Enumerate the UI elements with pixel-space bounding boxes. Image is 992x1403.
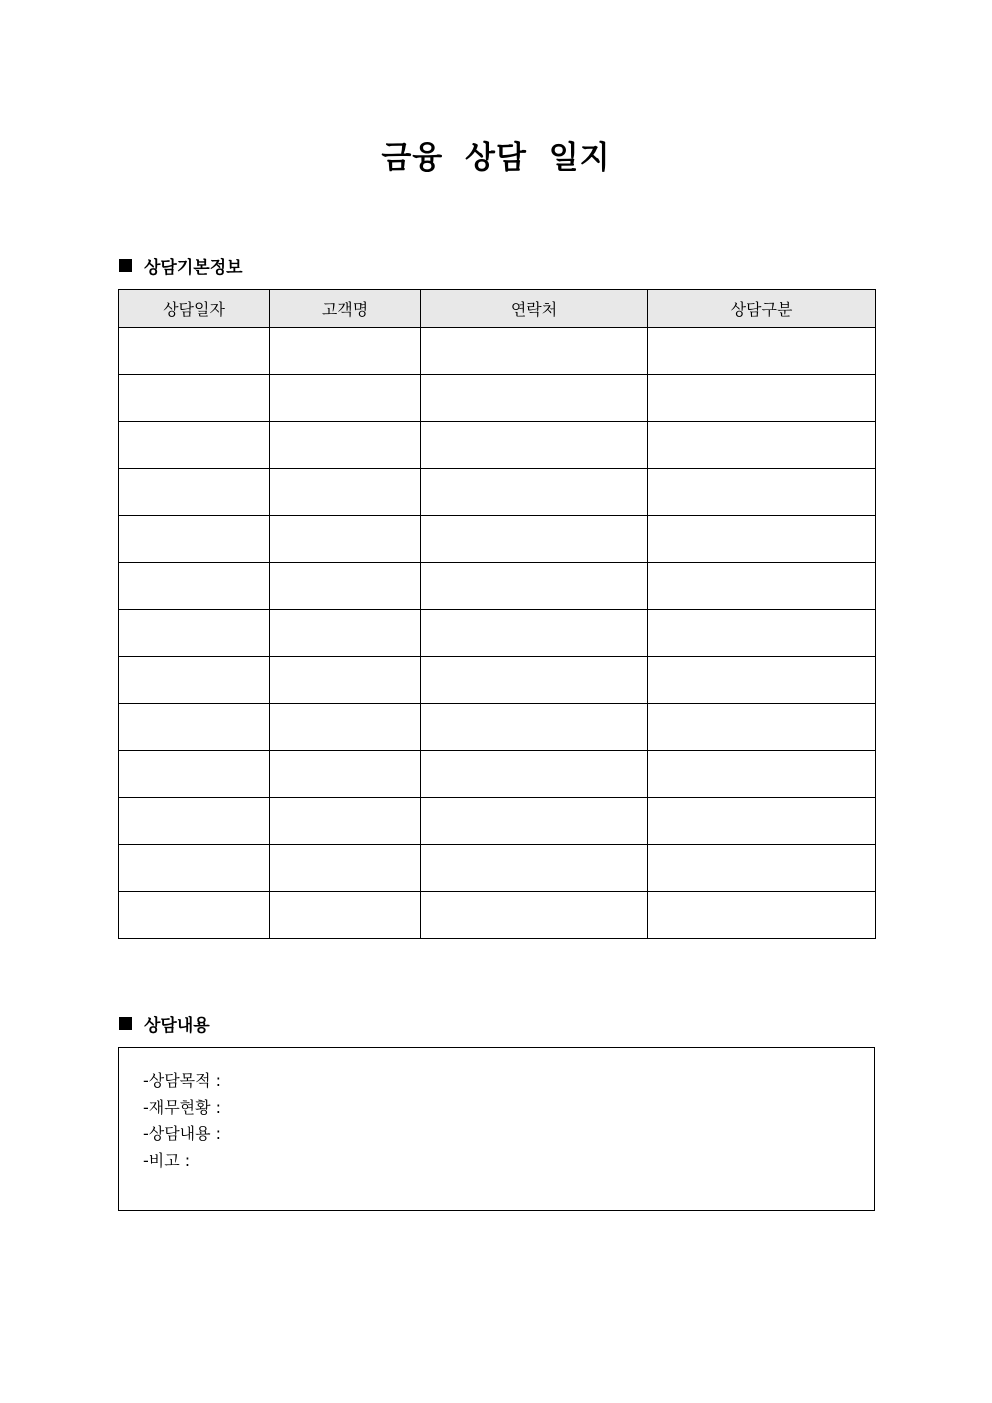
table-cell[interactable]: [270, 422, 421, 469]
table-cell[interactable]: [270, 751, 421, 798]
table-row: [119, 563, 876, 610]
table-cell[interactable]: [421, 610, 648, 657]
table-cell[interactable]: [270, 375, 421, 422]
table-cell[interactable]: [270, 328, 421, 375]
table-cell[interactable]: [270, 469, 421, 516]
column-header-customer: 고객명: [270, 290, 421, 328]
consultation-info-table: [118, 289, 876, 939]
table-row: [119, 892, 876, 939]
table-cell[interactable]: [270, 563, 421, 610]
table-cell[interactable]: [270, 610, 421, 657]
table-cell[interactable]: [421, 657, 648, 704]
table-cell[interactable]: [421, 422, 648, 469]
table-cell[interactable]: [421, 798, 648, 845]
table-cell[interactable]: [119, 563, 270, 610]
table-cell[interactable]: [648, 798, 876, 845]
table-cell[interactable]: [270, 516, 421, 563]
page-title: 금융 상담 일지: [381, 140, 611, 176]
table-row: [119, 422, 876, 469]
table-cell[interactable]: [421, 845, 648, 892]
content-line-finance: -재무현황 :: [143, 1097, 222, 1117]
table-row: [119, 751, 876, 798]
square-bullet-icon: [119, 259, 132, 272]
table-row: [119, 469, 876, 516]
table-cell[interactable]: [421, 375, 648, 422]
table-cell[interactable]: [270, 845, 421, 892]
table-cell[interactable]: [648, 375, 876, 422]
table-cell[interactable]: [648, 892, 876, 939]
table-cell[interactable]: [648, 704, 876, 751]
table-row: [119, 657, 876, 704]
table-cell[interactable]: [119, 328, 270, 375]
table-row: [119, 704, 876, 751]
section-heading-label: 상담내용: [144, 1016, 210, 1036]
table-cell[interactable]: [119, 610, 270, 657]
table-cell[interactable]: [119, 469, 270, 516]
table-cell[interactable]: [421, 892, 648, 939]
table-cell[interactable]: [270, 798, 421, 845]
table-cell[interactable]: [648, 610, 876, 657]
table-cell[interactable]: [648, 751, 876, 798]
table-cell[interactable]: [648, 328, 876, 375]
consultation-content-box[interactable]: [118, 1047, 875, 1211]
table-header-row: [119, 290, 876, 328]
section-heading-basic-info: [119, 253, 243, 278]
table-cell[interactable]: [119, 751, 270, 798]
table-cell[interactable]: [421, 704, 648, 751]
section-heading-label: 상담기본정보: [144, 258, 243, 278]
table-row: [119, 610, 876, 657]
table-cell[interactable]: [119, 892, 270, 939]
table-row: [119, 798, 876, 845]
table-cell[interactable]: [421, 516, 648, 563]
table-cell[interactable]: [648, 657, 876, 704]
table-cell[interactable]: [270, 704, 421, 751]
table-cell[interactable]: [119, 422, 270, 469]
table-cell[interactable]: [119, 657, 270, 704]
table-row: [119, 375, 876, 422]
table-cell[interactable]: [421, 563, 648, 610]
table-cell[interactable]: [270, 657, 421, 704]
table-cell[interactable]: [648, 845, 876, 892]
square-bullet-icon: [119, 1017, 132, 1030]
table-cell[interactable]: [119, 704, 270, 751]
table-row: [119, 845, 876, 892]
table-row: [119, 516, 876, 563]
table-cell[interactable]: [119, 516, 270, 563]
column-header-type: 상담구분: [648, 290, 876, 328]
content-line-remarks: -비고 :: [143, 1150, 191, 1170]
column-header-date: 상담일자: [119, 290, 270, 328]
table-cell[interactable]: [421, 469, 648, 516]
table-cell[interactable]: [119, 798, 270, 845]
table-cell[interactable]: [421, 751, 648, 798]
table-cell[interactable]: [421, 328, 648, 375]
table-cell[interactable]: [119, 845, 270, 892]
table-row: [119, 328, 876, 375]
content-line-purpose: -상담목적 :: [143, 1071, 222, 1090]
table-cell[interactable]: [648, 469, 876, 516]
content-line-details: -상담내용 :: [143, 1124, 222, 1143]
section-heading-content: [119, 1011, 210, 1036]
table-cell[interactable]: [270, 892, 421, 939]
column-header-contact: 연락처: [421, 290, 648, 328]
table-cell[interactable]: [119, 375, 270, 422]
table-cell[interactable]: [648, 516, 876, 563]
table-cell[interactable]: [648, 422, 876, 469]
table-cell[interactable]: [648, 563, 876, 610]
